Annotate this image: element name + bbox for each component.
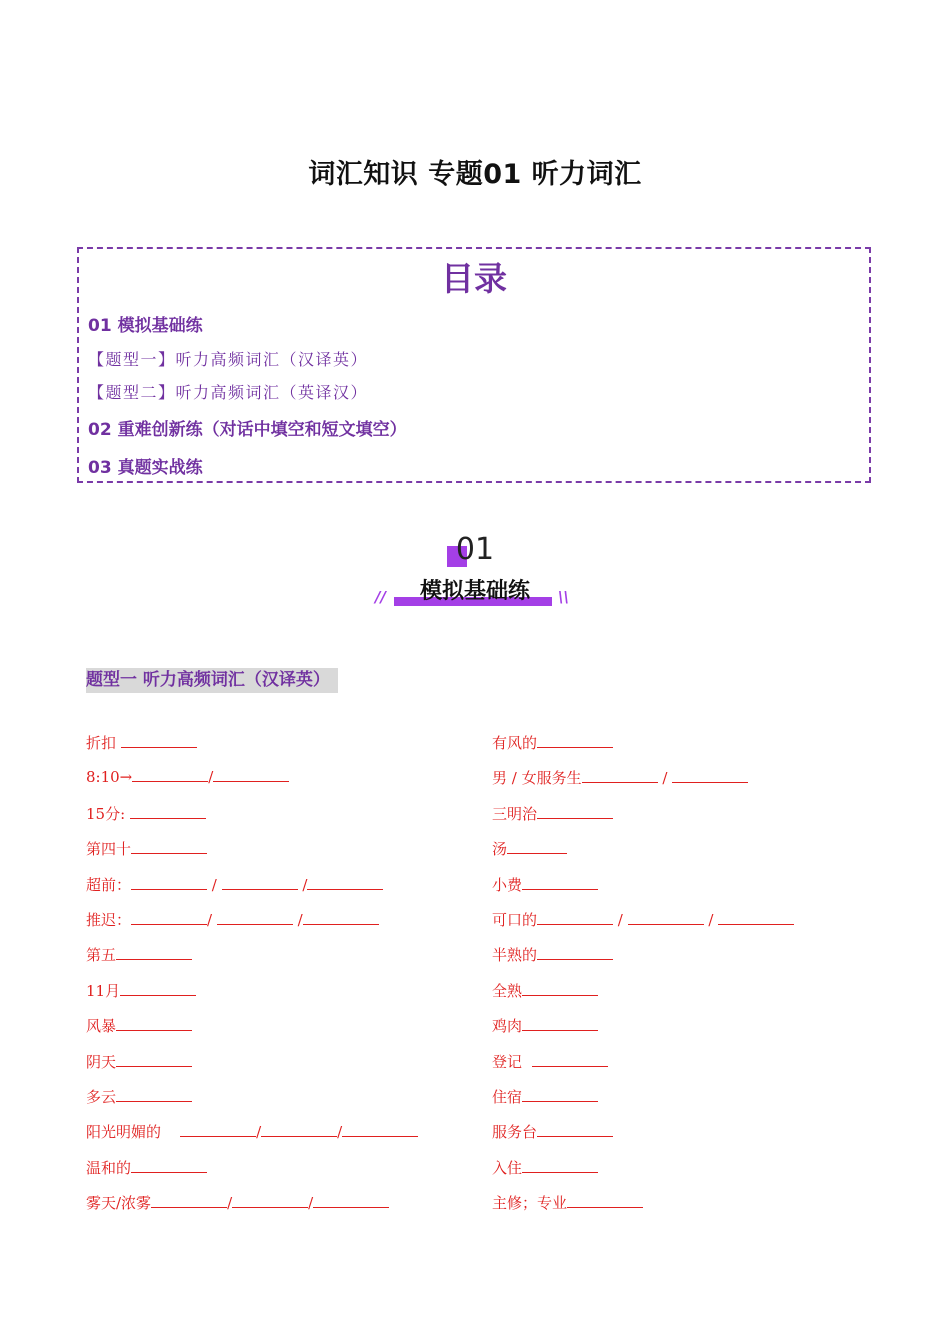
answer-blank[interactable] xyxy=(537,733,613,748)
answer-blank[interactable] xyxy=(628,910,704,925)
answer-blank[interactable] xyxy=(261,1122,337,1137)
vocab-term: 风暴 xyxy=(86,1017,117,1036)
answer-blank[interactable] xyxy=(507,839,567,854)
vocab-term: 主修；专业 xyxy=(492,1194,568,1213)
blank-separator: / xyxy=(657,769,673,788)
toc-item-type-one[interactable]: 【题型一】听力高频词汇（汉译英） xyxy=(88,350,369,369)
answer-blank[interactable] xyxy=(120,981,196,996)
vocab-item-right xyxy=(492,1157,598,1178)
answer-blank[interactable] xyxy=(718,910,794,925)
blank-separator: / xyxy=(297,875,308,894)
vocab-term: 折扣 xyxy=(86,734,121,752)
blank-separator: / xyxy=(703,911,719,929)
answer-blank[interactable] xyxy=(132,767,208,782)
vocab-item-left xyxy=(86,838,207,859)
vocab-term: 温和的 xyxy=(86,1158,132,1177)
answer-blank[interactable] xyxy=(116,945,192,960)
blank-separator: / xyxy=(613,911,628,929)
toc-item-practice-basic[interactable]: 01 模拟基础练 xyxy=(88,316,203,336)
page-title: 词汇知识 专题01 听力词汇 xyxy=(308,159,642,190)
vocab-term: 登记 xyxy=(492,1052,532,1071)
vocab-item-left xyxy=(86,1086,192,1107)
vocab-item-right xyxy=(492,1192,643,1213)
vocab-item-right xyxy=(492,909,794,930)
toc-item-practice-real[interactable]: 03 真题实战练 xyxy=(88,458,203,478)
vocab-item-right xyxy=(492,1121,613,1142)
vocab-item-right xyxy=(492,980,598,1001)
section-number: 01 xyxy=(455,532,495,567)
left-slash-mark: // xyxy=(375,588,386,606)
answer-blank[interactable] xyxy=(130,804,206,819)
vocab-term: 超前： xyxy=(86,875,132,894)
blank-separator: / xyxy=(207,875,222,894)
blank-separator: / xyxy=(207,911,217,929)
vocab-item-right xyxy=(492,1015,598,1036)
vocab-term: 15分: xyxy=(86,804,130,823)
answer-blank[interactable] xyxy=(121,733,197,748)
vocab-item-right xyxy=(492,874,598,895)
answer-blank[interactable] xyxy=(131,875,207,890)
blank-separator: / xyxy=(308,1194,314,1213)
answer-blank[interactable] xyxy=(522,981,598,996)
vocab-item-left xyxy=(86,1051,192,1072)
blank-separator: / xyxy=(208,768,214,787)
answer-blank[interactable] xyxy=(131,1158,207,1173)
toc-heading: 目录 xyxy=(441,259,507,298)
answer-blank[interactable] xyxy=(537,1122,613,1137)
right-slash-mark: \\ xyxy=(558,588,569,606)
vocab-item-right xyxy=(492,944,613,965)
section-title: 模拟基础练 xyxy=(419,579,530,604)
vocab-term: 第四十 xyxy=(86,840,132,859)
answer-blank[interactable] xyxy=(180,1122,256,1137)
vocab-term: 半熟的 xyxy=(492,946,538,965)
answer-blank[interactable] xyxy=(213,767,289,782)
vocab-item-left xyxy=(86,732,197,753)
answer-blank[interactable] xyxy=(307,875,383,890)
vocab-item-left xyxy=(86,803,206,824)
answer-blank[interactable] xyxy=(217,910,293,925)
answer-blank[interactable] xyxy=(672,768,748,783)
vocab-item-right xyxy=(492,803,613,824)
answer-blank[interactable] xyxy=(313,1193,389,1208)
vocab-term: 推迟： xyxy=(86,911,132,929)
vocab-item-left xyxy=(86,1192,389,1213)
answer-blank[interactable] xyxy=(567,1193,643,1208)
vocab-item-left xyxy=(86,767,289,786)
vocab-item-left xyxy=(86,909,379,930)
vocab-term: 服务台 xyxy=(492,1123,538,1142)
table-of-contents xyxy=(77,247,871,483)
vocab-term: 男 / 女服务生 xyxy=(492,769,582,788)
answer-blank[interactable] xyxy=(303,910,379,925)
answer-blank[interactable] xyxy=(532,1052,608,1067)
answer-blank[interactable] xyxy=(222,875,298,890)
answer-blank[interactable] xyxy=(131,839,207,854)
vocab-item-left xyxy=(86,1121,418,1142)
vocab-item-left xyxy=(86,874,383,895)
vocab-item-right xyxy=(492,1051,608,1072)
vocab-term: 8:10→ xyxy=(86,768,133,787)
blank-separator: / xyxy=(337,1123,343,1142)
blank-separator: / xyxy=(292,911,303,929)
answer-blank[interactable] xyxy=(522,1087,598,1102)
vocab-item-right xyxy=(492,732,613,753)
answer-blank[interactable] xyxy=(522,875,598,890)
vocab-term: 鸡肉 xyxy=(492,1017,523,1036)
vocab-item-right xyxy=(492,1086,598,1107)
vocab-item-left xyxy=(86,944,192,965)
question-type-label: 题型一 听力高频词汇（汉译英） xyxy=(86,668,338,693)
answer-blank[interactable] xyxy=(537,804,613,819)
answer-blank[interactable] xyxy=(131,910,207,925)
answer-blank[interactable] xyxy=(116,1087,192,1102)
toc-item-type-two[interactable]: 【题型二】听力高频词汇（英译汉） xyxy=(88,383,369,402)
vocab-item-left xyxy=(86,1157,207,1178)
vocab-term: 阳光明媚的 xyxy=(86,1123,181,1142)
vocab-term: 三明治 xyxy=(492,804,538,823)
blank-separator: / xyxy=(227,1194,233,1213)
vocab-term: 全熟 xyxy=(492,981,523,1000)
vocab-item-right xyxy=(492,838,567,859)
answer-blank[interactable] xyxy=(537,945,613,960)
answer-blank[interactable] xyxy=(151,1193,227,1208)
vocab-item-right xyxy=(492,767,748,788)
vocab-term: 有风的 xyxy=(492,734,538,752)
vocab-term: 可口的 xyxy=(492,911,538,929)
vocab-term: 住宿 xyxy=(492,1088,523,1106)
answer-blank[interactable] xyxy=(582,768,658,783)
answer-blank[interactable] xyxy=(232,1193,308,1208)
vocab-term: 雾天/浓雾 xyxy=(86,1194,152,1213)
vocab-term: 入住 xyxy=(492,1158,523,1177)
vocab-term: 多云 xyxy=(86,1088,117,1106)
answer-blank[interactable] xyxy=(116,1016,192,1031)
toc-item-practice-advanced[interactable]: 02 重难创新练（对话中填空和短文填空） xyxy=(88,420,407,440)
vocab-term: 汤 xyxy=(492,840,508,859)
vocab-term: 第五 xyxy=(86,946,117,965)
vocab-term: 小费 xyxy=(492,875,523,894)
answer-blank[interactable] xyxy=(342,1122,418,1137)
vocab-term: 11月 xyxy=(86,981,121,1000)
answer-blank[interactable] xyxy=(522,1016,598,1031)
answer-blank[interactable] xyxy=(116,1052,192,1067)
section-banner xyxy=(370,530,580,614)
vocab-term: 阴天 xyxy=(86,1052,117,1071)
answer-blank[interactable] xyxy=(522,1158,598,1173)
vocab-item-left xyxy=(86,980,196,1001)
vocab-item-left xyxy=(86,1015,192,1036)
answer-blank[interactable] xyxy=(537,910,613,925)
blank-separator: / xyxy=(256,1123,262,1142)
